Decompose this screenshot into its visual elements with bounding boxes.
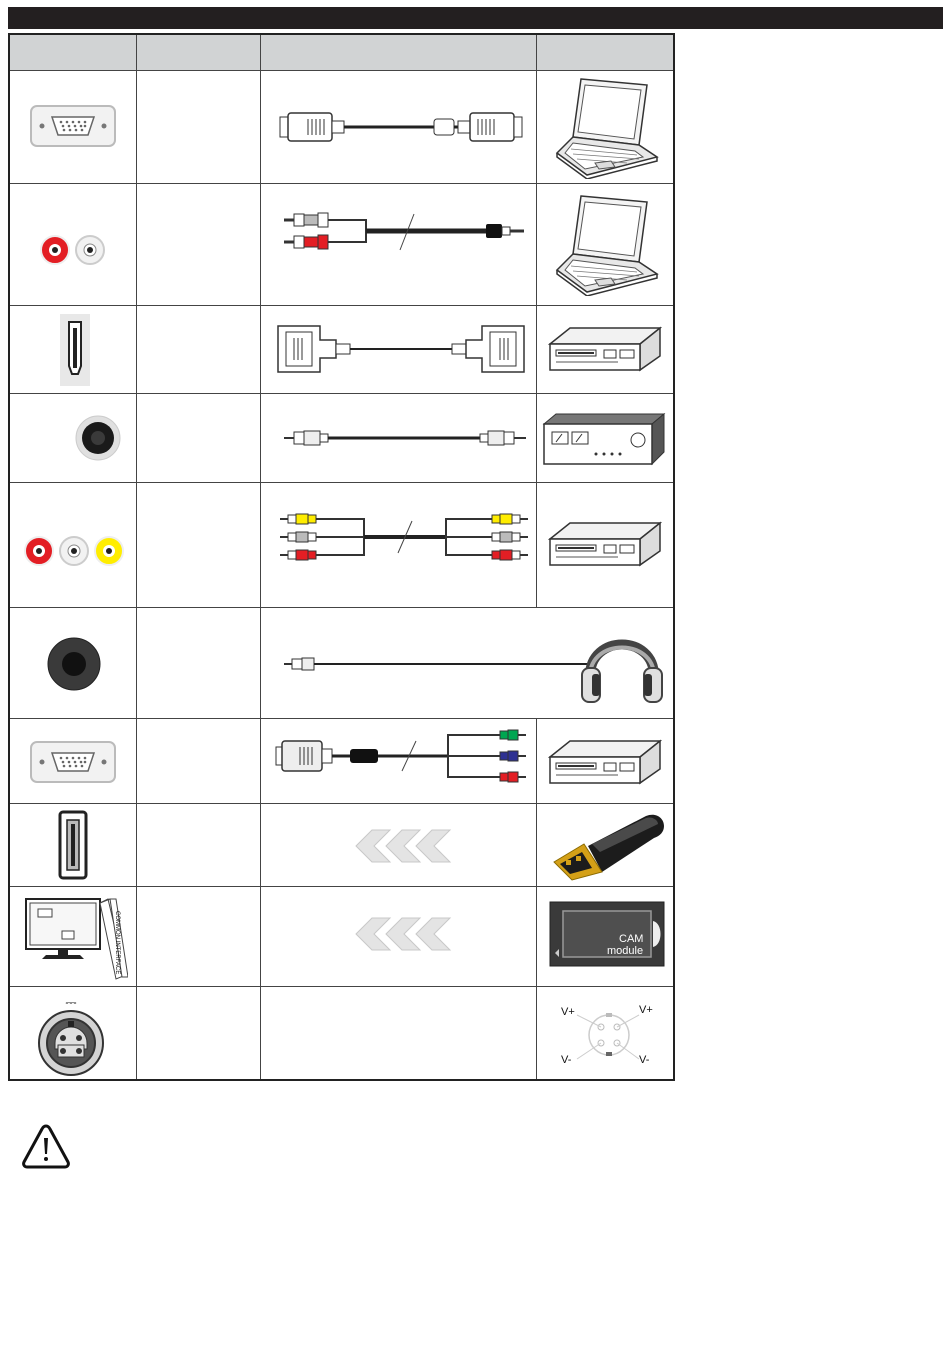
pin-top-right-label: V+ <box>639 1004 653 1016</box>
hdmi-port-icon <box>60 314 90 386</box>
ci-slot-label: COMMON INTERFACE <box>114 911 120 975</box>
table-row <box>10 719 673 803</box>
amplifier-icon <box>542 412 666 466</box>
pin-bottom-right-label: V- <box>639 1054 650 1066</box>
cam-line2: module <box>607 945 644 957</box>
cam-line1: CAM <box>619 933 644 945</box>
header-cell-type <box>137 35 261 70</box>
hdmi-cable-icon <box>274 320 528 378</box>
table-row <box>10 394 673 482</box>
table-row <box>10 184 673 305</box>
tv-rear-ci-slot-icon <box>24 893 128 981</box>
laptop-icon <box>551 75 661 179</box>
composite-av-cable-icon <box>278 509 530 569</box>
table-row <box>10 608 673 718</box>
table-row <box>10 887 673 986</box>
connection-table <box>8 33 675 1081</box>
laptop-icon <box>551 192 661 296</box>
headphone-cable-icon <box>282 654 592 674</box>
usb-stick-icon <box>548 810 668 882</box>
cam-module-icon <box>549 901 665 967</box>
usb-port-icon <box>58 810 88 880</box>
vga-port-icon <box>30 741 116 783</box>
vga-cable-icon <box>278 109 524 145</box>
table-row <box>10 804 673 886</box>
table-row <box>10 987 673 1079</box>
table-row <box>10 71 673 183</box>
rca-to-minijack-cable-icon <box>280 206 530 256</box>
header-cell-device <box>537 35 673 70</box>
insert-arrows-icon <box>350 829 454 863</box>
dvd-player-icon <box>548 737 662 787</box>
vga-to-ypbpr-cable-icon <box>274 727 530 789</box>
title-bar <box>8 7 943 29</box>
warning-triangle-icon <box>20 1122 72 1170</box>
headphone-jack-icon <box>46 636 102 692</box>
dvd-player-icon <box>548 519 662 569</box>
headphones-icon <box>578 624 666 706</box>
pc-audio-rca-port-icon <box>40 234 106 266</box>
coaxial-cable-icon <box>280 426 530 450</box>
dc-symbol: ⎓ <box>65 995 77 1011</box>
header-cell-connector <box>10 35 137 70</box>
pin-top-left-label: V+ <box>561 1006 575 1018</box>
dvd-player-icon <box>548 324 662 374</box>
table-row <box>10 483 673 607</box>
pin-bottom-left-label: V- <box>561 1054 572 1066</box>
composite-av-port-icon <box>23 535 127 567</box>
spdif-coaxial-port-icon <box>74 414 122 462</box>
header-cell-cable <box>261 35 537 70</box>
insert-arrows-icon <box>350 917 454 951</box>
dc-pinout-icon <box>555 997 663 1073</box>
dc-in-port-icon <box>36 993 106 1077</box>
table-row <box>10 306 673 393</box>
vga-port-icon <box>30 105 116 147</box>
